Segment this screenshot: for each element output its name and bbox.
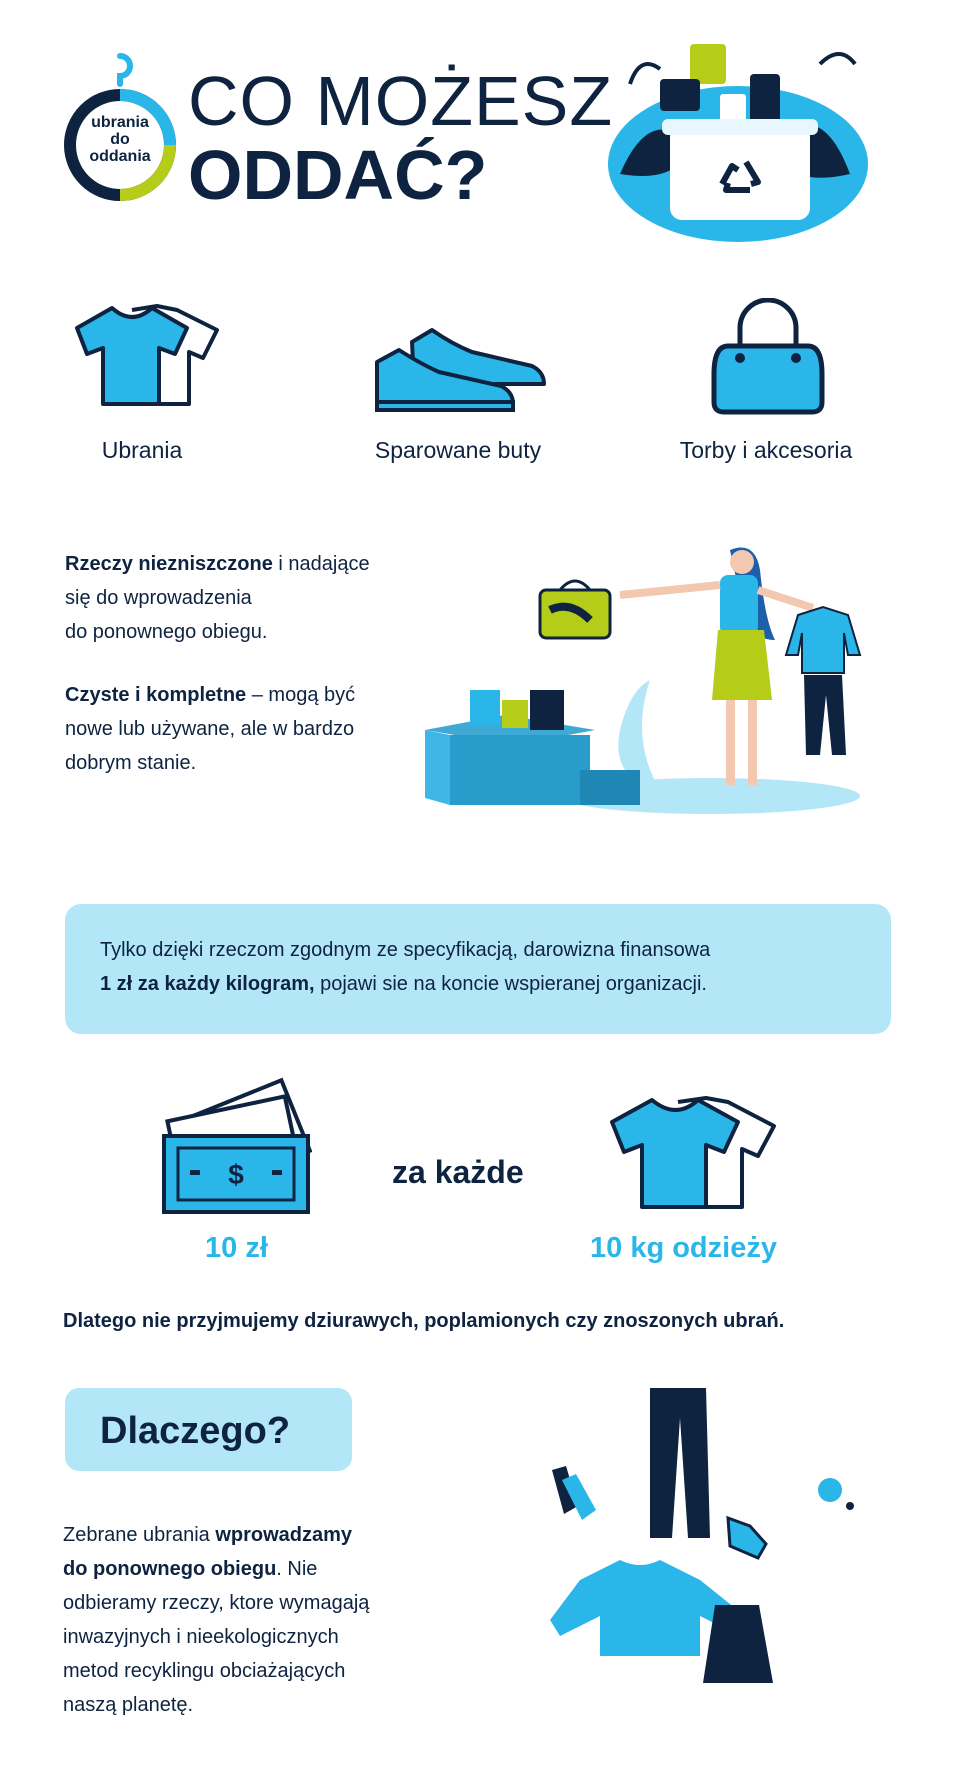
why-heading: Dlaczego? <box>100 1410 291 1452</box>
info-text: Tylko dzięki rzeczom zgodnym ze specyfikacją, darowizna finansowa 1 zł za każdy kilogram, pojawi sie na koncie wspieranej organizacji. <box>100 939 711 995</box>
bag-icon <box>710 298 826 416</box>
logo-text-2: do <box>110 131 130 148</box>
woman-donating-illustration <box>420 530 880 820</box>
shoes-icon <box>372 322 552 412</box>
tshirt-large-icon <box>606 1088 786 1216</box>
rejection-note: Dlatego nie przyjmujemy dziurawych, poplamionych czy znoszonych ubrań. <box>63 1310 785 1332</box>
recycle-bin-illustration <box>600 24 870 244</box>
money-amount-label: 10 zł <box>205 1232 268 1264</box>
logo <box>60 52 180 202</box>
banknotes-icon <box>160 1070 312 1218</box>
category-label-clothes: Ubrania <box>101 437 183 463</box>
dollar-sign: $ <box>228 1159 244 1190</box>
condition-paragraph-1: Rzeczy niezniszczone i nadające się do wprowadzenia do ponownego obiegu. <box>65 553 370 643</box>
page-title-line1: CO MOŻESZ <box>188 62 614 140</box>
condition-paragraph-2: Czyste i kompletne – mogą być nowe lub używane, ale w bardzo dobrym stanie. <box>65 684 356 774</box>
category-label-bags: Torby i akcesoria <box>679 437 853 463</box>
logo-text-3: oddania <box>89 148 151 165</box>
tshirt-icon <box>72 300 222 410</box>
page-title-line2: ODDAĆ? <box>188 136 488 214</box>
clothes-weight-label: 10 kg odzieży <box>590 1232 777 1264</box>
category-label-shoes: Sparowane buty <box>374 437 542 463</box>
why-paragraph: Zebrane ubrania wprowadzamy do ponownego obiegu. Nie odbieramy rzeczy, ktore wymagają inwazyjnych i nieekologicznych metod recyklingu obciażających naszą planetę. <box>63 1524 370 1716</box>
logo-text-1: ubrania <box>91 114 149 131</box>
flying-clothes-illustration <box>500 1380 860 1720</box>
exchange-middle-text: za każde <box>392 1154 524 1190</box>
